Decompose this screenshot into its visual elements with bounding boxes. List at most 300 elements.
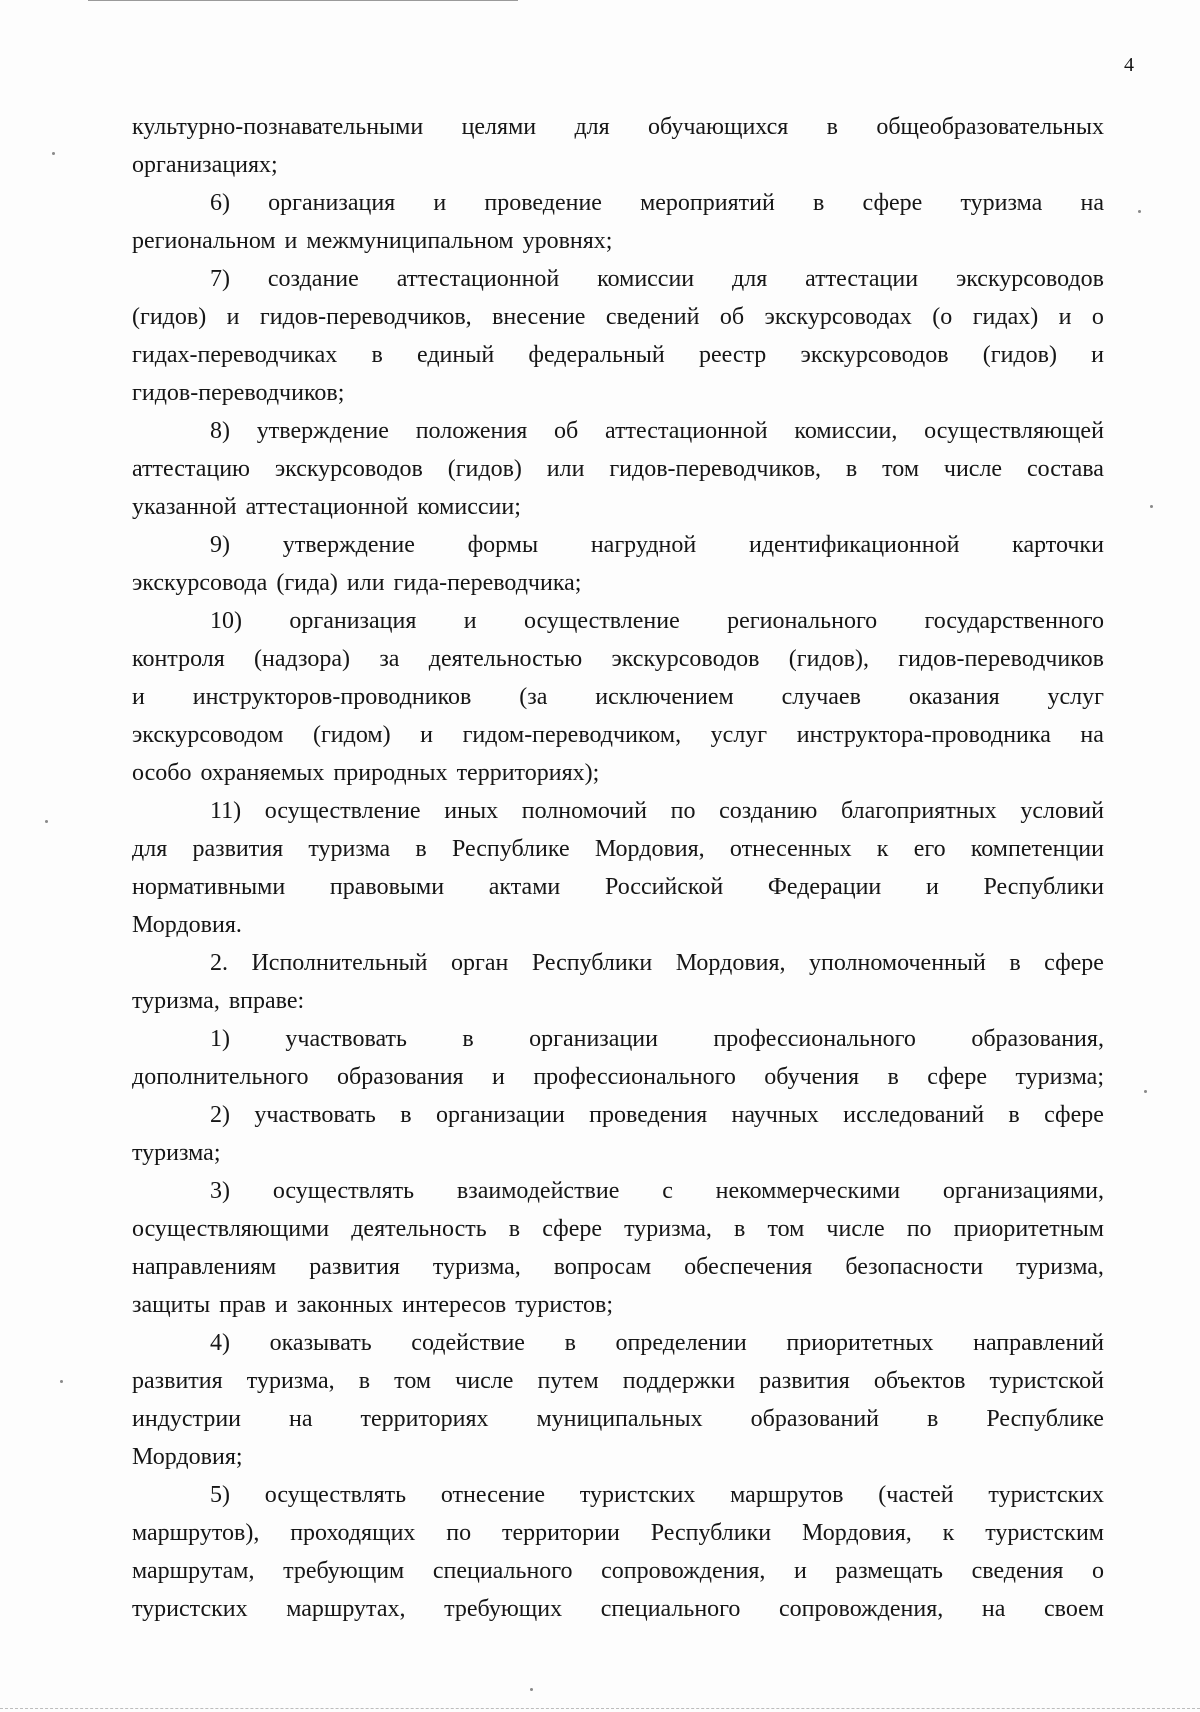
text-line <box>132 108 1104 146</box>
text-word: оказывать <box>269 1330 372 1356</box>
text-word: за <box>379 646 400 672</box>
text-word: организации <box>435 1102 565 1128</box>
text-word: научных <box>731 1102 819 1128</box>
scan-edge-top <box>88 0 518 1</box>
text-word: идентификационной <box>748 532 960 558</box>
text-word: государственного <box>924 608 1104 634</box>
text-line <box>132 1324 1104 1362</box>
text-word: (гидов), <box>788 646 869 672</box>
text-word: обучающихся <box>648 114 789 140</box>
text-word: Республики <box>983 874 1104 900</box>
text-word: том <box>767 1216 805 1242</box>
text-line <box>132 1210 1104 1248</box>
text-word: гидов-переводчиков <box>898 646 1104 672</box>
text-word: в <box>415 836 427 862</box>
text-line <box>132 678 1104 716</box>
text-word: гидов-переводчиков, <box>609 456 822 482</box>
text-word: или <box>546 456 585 482</box>
text-word: образования, <box>971 1026 1104 1052</box>
text-word: гидах-переводчиках <box>132 342 338 368</box>
text-word: осуществляющей <box>924 418 1104 444</box>
text-word: числе <box>943 456 1003 482</box>
text-line <box>132 792 1104 830</box>
text-word: актами <box>488 874 561 900</box>
text-word: экскурсоводов <box>274 456 423 482</box>
text-word: 10) <box>210 608 242 634</box>
text-word: поддержки <box>622 1368 736 1394</box>
text-word: условий <box>1020 798 1104 824</box>
text-word: по <box>906 1216 932 1242</box>
text-word: региональном <box>132 228 276 254</box>
text-word: утверждение <box>282 532 415 558</box>
text-word: 5) <box>210 1482 230 1508</box>
text-word: к <box>942 1520 955 1546</box>
text-word: дополнительного <box>132 1064 309 1090</box>
text-word: туризма <box>308 836 391 862</box>
text-word: маршрутам, <box>132 1558 255 1584</box>
text-word: гидов-переводчиков; <box>132 380 345 406</box>
text-word: своем <box>1044 1596 1104 1622</box>
text-word: утверждение <box>256 418 389 444</box>
text-word: приоритетным <box>953 1216 1104 1242</box>
text-word: некоммерческими <box>715 1178 901 1204</box>
text-line <box>132 146 1104 184</box>
text-word: территории <box>501 1520 620 1546</box>
text-word: в <box>371 342 383 368</box>
text-word: 6) <box>210 190 230 216</box>
text-word: природных <box>333 760 448 786</box>
scan-speck <box>1144 1090 1147 1093</box>
text-word: Республике <box>986 1406 1104 1432</box>
text-word: Республики <box>650 1520 772 1546</box>
text-word: в <box>1009 950 1021 976</box>
text-line <box>132 1362 1104 1400</box>
text-line <box>132 944 1104 982</box>
text-word: указанной <box>132 494 237 520</box>
text-line <box>132 222 1104 260</box>
text-word: содействие <box>411 1330 525 1356</box>
text-word: туристской <box>989 1368 1104 1394</box>
text-word: требующих <box>444 1596 563 1622</box>
text-word: на <box>1080 722 1104 748</box>
text-word: (гидов) <box>132 304 207 330</box>
text-word: в <box>826 114 838 140</box>
scan-speck <box>1150 505 1153 508</box>
text-word: и <box>492 1064 505 1090</box>
text-word: или <box>346 570 385 596</box>
text-word: оказания <box>908 684 1000 710</box>
text-word: муниципальных <box>536 1406 703 1432</box>
text-word: в <box>358 1368 371 1394</box>
text-word: общеобразовательных <box>876 114 1104 140</box>
text-word: услуг <box>1047 684 1104 710</box>
text-word: иных <box>444 798 499 824</box>
text-word: 3) <box>210 1178 230 1204</box>
text-word: об <box>554 418 579 444</box>
text-word: и <box>420 722 433 748</box>
scan-speck <box>530 1688 533 1691</box>
scan-edge-bottom <box>0 1708 1200 1709</box>
text-line <box>132 184 1104 222</box>
text-word: Мордовия, <box>675 950 786 976</box>
text-word: гида-переводчика; <box>393 570 582 596</box>
scan-speck <box>52 152 55 155</box>
text-word: 8) <box>210 418 230 444</box>
text-word: реестр <box>698 342 767 368</box>
text-word: туристских <box>579 1482 696 1508</box>
scan-speck <box>45 820 48 823</box>
text-word: участвовать <box>285 1026 407 1052</box>
text-word: направлениям <box>132 1254 277 1280</box>
text-line <box>132 526 1104 564</box>
text-word: деятельностью <box>428 646 583 672</box>
text-word: охраняемых <box>200 760 325 786</box>
text-line <box>132 1514 1104 1552</box>
text-word: туризма, <box>1016 1254 1104 1280</box>
text-line <box>132 754 1104 792</box>
text-word: направлений <box>973 1330 1104 1356</box>
text-word: прав <box>219 1292 266 1318</box>
text-line <box>132 1096 1104 1134</box>
text-word: сфере <box>862 190 923 216</box>
text-word: и <box>226 304 240 330</box>
text-word: приоритетных <box>786 1330 934 1356</box>
text-word: исследований <box>843 1102 985 1128</box>
text-word: развития <box>192 836 284 862</box>
text-word: туризма, <box>432 1254 521 1280</box>
text-word: Республики <box>531 950 653 976</box>
text-word: сопровождения, <box>601 1558 766 1584</box>
text-word: орган <box>451 950 509 976</box>
text-word: маршрутах, <box>286 1596 406 1622</box>
page-number: 4 <box>1124 54 1134 76</box>
text-word: сфере <box>927 1064 988 1090</box>
text-word: и <box>793 1558 807 1584</box>
text-word: нагрудной <box>590 532 697 558</box>
text-word: туристских <box>988 1482 1104 1508</box>
text-word: на <box>981 1596 1006 1622</box>
text-word: об <box>719 304 745 330</box>
text-word: в <box>462 1026 474 1052</box>
text-word: 1) <box>210 1026 230 1052</box>
text-word: инструкторов-проводников <box>192 684 472 710</box>
text-word: аттестации <box>805 266 919 292</box>
text-word: законных <box>296 1292 394 1318</box>
scan-speck <box>1138 210 1141 213</box>
text-word: о <box>1091 1558 1104 1584</box>
text-word: осуществление <box>264 798 421 824</box>
text-word: (о <box>932 304 953 330</box>
text-word: развития <box>759 1368 850 1394</box>
text-word: и <box>132 684 145 710</box>
text-word: вопросам <box>553 1254 652 1280</box>
text-word: инструктора-проводника <box>796 722 1051 748</box>
text-word: специального <box>432 1558 573 1584</box>
text-word: 4) <box>210 1330 230 1356</box>
text-word: развития <box>132 1368 223 1394</box>
text-word: экскурсоводах <box>764 304 912 330</box>
text-word: 9) <box>210 532 230 558</box>
text-word: проходящих <box>290 1520 416 1546</box>
text-word: комиссии <box>597 266 695 292</box>
text-word: Российской <box>604 874 724 900</box>
text-word: в <box>813 190 825 216</box>
text-word: (частей <box>878 1482 954 1508</box>
text-line <box>132 450 1104 488</box>
text-word: в <box>887 1064 899 1090</box>
text-word: Мордовия, <box>801 1520 912 1546</box>
text-word: случаев <box>781 684 861 710</box>
text-word: экскурсоводом <box>132 722 284 748</box>
text-word: и <box>433 190 447 216</box>
text-word: безопасности <box>845 1254 984 1280</box>
text-line <box>132 1248 1104 1286</box>
text-word: профессионального <box>713 1026 916 1052</box>
text-word: целями <box>461 114 537 140</box>
text-word: сфере <box>542 1216 603 1242</box>
text-line <box>132 374 1104 412</box>
text-word: (надзора) <box>254 646 351 672</box>
text-word: сопровождения, <box>779 1596 944 1622</box>
text-word: определении <box>615 1330 747 1356</box>
text-word: требующим <box>283 1558 405 1584</box>
text-word: деятельность <box>351 1216 487 1242</box>
text-word: в <box>845 456 858 482</box>
text-word: гидов-переводчиков, <box>259 304 472 330</box>
text-word: по <box>446 1520 472 1546</box>
text-line <box>132 1058 1104 1096</box>
text-word: сведений <box>605 304 700 330</box>
text-line <box>132 830 1104 868</box>
text-word: осуществляющими <box>132 1216 330 1242</box>
text-word: карточки <box>1012 532 1104 558</box>
text-word: единый <box>417 342 495 368</box>
text-word: исключением <box>595 684 734 710</box>
text-word: с <box>662 1178 673 1204</box>
text-word: экскурсовода <box>132 570 268 596</box>
text-word: 2. <box>210 950 228 976</box>
text-line <box>132 906 1104 944</box>
text-word: сфере <box>1044 950 1104 976</box>
text-line <box>132 716 1104 754</box>
text-line <box>132 260 1104 298</box>
text-word: (за <box>519 684 548 710</box>
text-word: межмуниципальном <box>306 228 514 254</box>
text-word: образований <box>750 1406 880 1432</box>
text-word: 7) <box>210 266 230 292</box>
text-word: услуг <box>710 722 768 748</box>
text-word: вправе: <box>228 988 305 1014</box>
text-word: аттестационной <box>245 494 409 520</box>
text-line <box>132 1438 1104 1476</box>
text-word: экскурсоводов <box>611 646 760 672</box>
text-word: проведение <box>484 190 602 216</box>
text-word: по <box>670 798 696 824</box>
text-word: аттестационной <box>396 266 560 292</box>
text-line <box>132 412 1104 450</box>
text-word: для <box>132 836 168 862</box>
text-word: для <box>574 114 610 140</box>
text-word: федеральный <box>528 342 665 368</box>
text-word: благоприятных <box>841 798 997 824</box>
text-word: туризма; <box>1015 1064 1104 1090</box>
document-body <box>132 108 1104 1628</box>
text-word: внесение <box>492 304 586 330</box>
text-word: осуществлять <box>272 1178 415 1204</box>
text-word: о <box>1091 304 1104 330</box>
text-word: правовыми <box>329 874 445 900</box>
text-word: размещать <box>835 1558 943 1584</box>
text-word: культурно-познавательными <box>132 114 424 140</box>
text-word: на <box>1080 190 1104 216</box>
text-word: туризма, <box>624 1216 712 1242</box>
text-word: сведения <box>971 1558 1064 1584</box>
text-word: образования <box>337 1064 464 1090</box>
text-word: Мордовия; <box>132 1444 243 1470</box>
text-word: и <box>274 1292 288 1318</box>
text-word: маршрутов), <box>132 1520 260 1546</box>
text-word: туристов; <box>515 1292 614 1318</box>
text-word: туризма, <box>246 1368 335 1394</box>
text-word: контроля <box>132 646 225 672</box>
text-word: и <box>284 228 298 254</box>
text-word: экскурсоводов <box>955 266 1104 292</box>
text-word: участвовать <box>254 1102 376 1128</box>
text-word: 2) <box>210 1102 230 1128</box>
text-line <box>132 602 1104 640</box>
text-word: интересов <box>402 1292 507 1318</box>
text-word: туризма <box>960 190 1043 216</box>
text-line <box>132 982 1104 1020</box>
text-word: к <box>876 836 889 862</box>
text-word: территориях); <box>456 760 600 786</box>
text-word: обучения <box>764 1064 860 1090</box>
text-word: путем <box>537 1368 599 1394</box>
text-word: для <box>732 266 768 292</box>
text-word: в <box>400 1102 412 1128</box>
text-line <box>132 868 1104 906</box>
text-word: сфере <box>1044 1102 1104 1128</box>
text-word: развития <box>309 1254 400 1280</box>
text-word: организация <box>268 190 396 216</box>
text-line <box>132 488 1104 526</box>
text-word: в <box>508 1216 521 1242</box>
text-word: взаимодействие <box>456 1178 620 1204</box>
text-word: организациями, <box>942 1178 1104 1204</box>
text-word: мероприятий <box>640 190 775 216</box>
text-line <box>132 1590 1104 1628</box>
text-word: туризма; <box>132 1140 221 1166</box>
scan-speck <box>60 1380 63 1383</box>
text-word: на <box>289 1406 313 1432</box>
text-word: компетенции <box>970 836 1104 862</box>
text-word: аттестационной <box>605 418 768 444</box>
text-word: уполномоченный <box>809 950 986 976</box>
text-line <box>132 1172 1104 1210</box>
text-word: осуществлять <box>264 1482 407 1508</box>
text-word: в <box>927 1406 939 1432</box>
text-word: (гидов) <box>447 456 522 482</box>
text-word: особо <box>132 760 192 786</box>
text-word: в <box>734 1216 746 1242</box>
text-word: том <box>882 456 920 482</box>
text-line <box>132 1400 1104 1438</box>
text-word: гидом-переводчиком, <box>462 722 682 748</box>
text-word: созданию <box>719 798 818 824</box>
text-word: специального <box>600 1596 741 1622</box>
text-word: комиссии; <box>417 494 521 520</box>
text-word: и <box>1091 342 1104 368</box>
text-word: и <box>463 608 477 634</box>
text-word: экскурсоводов <box>800 342 949 368</box>
text-line <box>132 1134 1104 1172</box>
text-word: уровнях; <box>522 228 613 254</box>
text-word: создание <box>267 266 359 292</box>
text-line <box>132 1020 1104 1058</box>
text-word: (гидом) <box>312 722 391 748</box>
text-word: маршрутов <box>730 1482 844 1508</box>
text-word: индустрии <box>132 1406 242 1432</box>
text-word: состава <box>1026 456 1104 482</box>
text-word: в <box>564 1330 576 1356</box>
text-word: Мордовия. <box>132 912 242 938</box>
text-word: обеспечения <box>684 1254 813 1280</box>
text-word: организации <box>529 1026 658 1052</box>
text-word: профессионального <box>533 1064 736 1090</box>
text-word: организация <box>289 608 417 634</box>
text-word: отнесение <box>440 1482 546 1508</box>
text-word: числе <box>455 1368 514 1394</box>
text-word: и <box>1058 304 1072 330</box>
text-word: в <box>1008 1102 1020 1128</box>
text-word: Республике <box>451 836 570 862</box>
text-word: нормативными <box>132 874 286 900</box>
text-word: защиты <box>132 1292 211 1318</box>
text-word: проведения <box>589 1102 708 1128</box>
text-word: комиссии, <box>794 418 898 444</box>
text-line <box>132 1476 1104 1514</box>
text-word: организациях; <box>132 152 278 178</box>
text-line <box>132 1286 1104 1324</box>
text-line <box>132 640 1104 678</box>
text-word: туристским <box>985 1520 1104 1546</box>
text-word: его <box>913 836 946 862</box>
text-word: территориях <box>360 1406 489 1432</box>
text-word: туризма, <box>132 988 220 1014</box>
text-word: Федерации <box>767 874 882 900</box>
text-word: Мордовия, <box>594 836 705 862</box>
text-word: 11) <box>210 798 242 824</box>
text-word: отнесенных <box>729 836 852 862</box>
text-word: гидах) <box>972 304 1039 330</box>
text-word: формы <box>467 532 539 558</box>
text-word: регионального <box>727 608 878 634</box>
text-line <box>132 336 1104 374</box>
text-word: и <box>925 874 939 900</box>
text-word: числе <box>826 1216 885 1242</box>
text-word: Исполнительный <box>251 950 428 976</box>
text-word: туристских <box>132 1596 248 1622</box>
text-word: положения <box>415 418 528 444</box>
text-line <box>132 564 1104 602</box>
text-word: объектов <box>873 1368 966 1394</box>
text-word: аттестацию <box>132 456 250 482</box>
text-line <box>132 1552 1104 1590</box>
text-word: (гида) <box>276 570 338 596</box>
text-word: осуществление <box>523 608 680 634</box>
text-word: (гидов) <box>982 342 1057 368</box>
text-word: полномочий <box>521 798 647 824</box>
